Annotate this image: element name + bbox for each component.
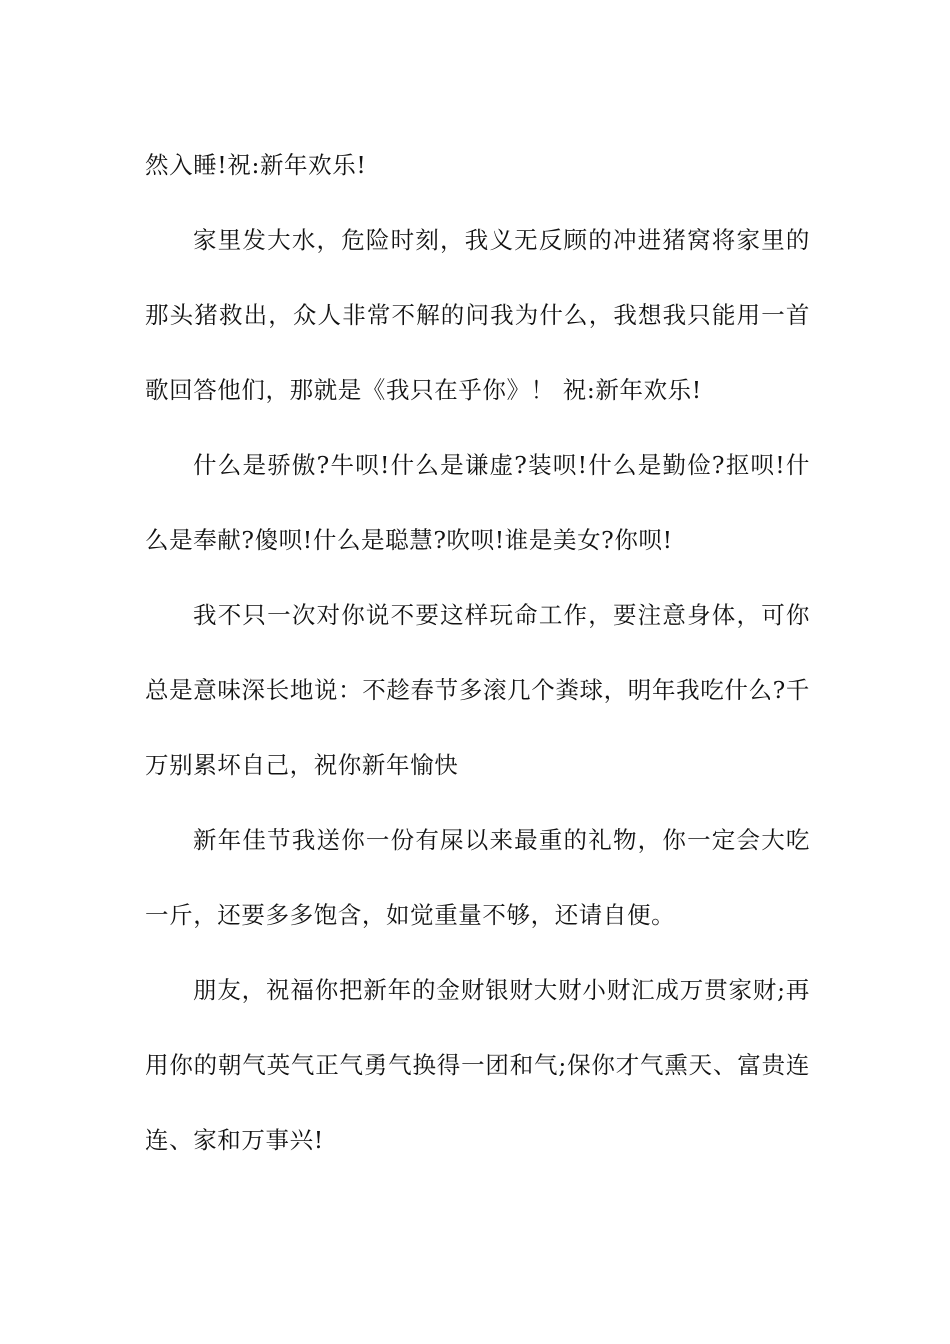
paragraph-flood: 家里发大水，危险时刻，我义无反顾的冲进猪窝将家里的那头猪救出，众人非常不解的问我为什么，我想我只能用一首歌回答他们，那就是《我只在乎你》！ 祝:新年欢乐!: [145, 226, 810, 404]
paragraph-continuation: 然入睡!祝:新年欢乐!: [145, 151, 367, 179]
paragraph-gift: 新年佳节我送你一份有屎以来最重的礼物，你一定会大吃一斤，还要多多饱含，如觉重量不够，还请自便。: [145, 826, 810, 929]
document-body: [145, 128, 810, 1178]
paragraph-work: 我不只一次对你说不要这样玩命工作，要注意身体，可你总是意味深长地说：不趁春节多滚几个粪球，明年我吃什么?千万别累坏自己，祝你新年愉快: [145, 601, 810, 779]
paragraph-questions: 什么是骄傲?牛呗!什么是谦虚?装呗!什么是勤俭?抠呗!什么是奉献?傻呗!什么是聪慧?吹呗!谁是美女?你呗!: [145, 451, 810, 554]
paragraph-blessing: 朋友，祝福你把新年的金财银财大财小财汇成万贯家财;再用你的朝气英气正气勇气换得一团和气;保你才气熏天、富贵连连、家和万事兴!: [145, 976, 810, 1154]
